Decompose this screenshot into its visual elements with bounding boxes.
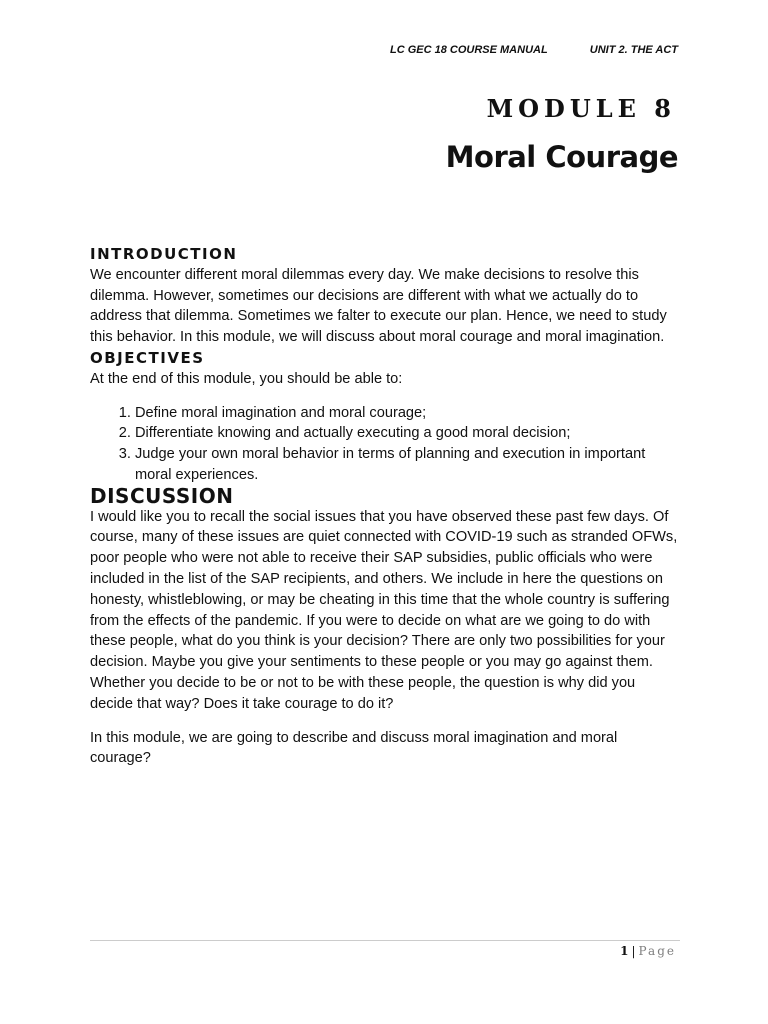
document-body xyxy=(90,244,680,769)
objectives-intro: At the end of this module, you should be able to: xyxy=(90,370,403,387)
page-footer xyxy=(620,944,676,958)
page-label: Page xyxy=(638,944,676,958)
objectives-heading: OBJECTIVES xyxy=(90,348,205,367)
objectives-list xyxy=(90,403,680,486)
running-header xyxy=(390,44,678,56)
page-number: 1 xyxy=(620,944,629,958)
list-item: 2. Differentiate knowing and actually executing a good moral decision; xyxy=(135,423,680,444)
list-item: 1. Define moral imagination and moral courage; xyxy=(135,403,680,424)
course-title: LC GEC 18 COURSE MANUAL xyxy=(390,44,548,56)
unit-title: UNIT 2. THE ACT xyxy=(589,44,678,56)
list-item: 3. Judge your own moral behavior in terms of planning and execution in important moral experiences. xyxy=(135,444,680,486)
footer-separator: | xyxy=(631,944,636,958)
discussion-paragraph-1: I would like you to recall the social issues that you have observed these past few days. Of course, many of these issues are quiet connected with COVID-19 such as stranded OFWs, poor people who were not able to receive their SAP subsidies, public officials who were included in the list of the SAP recipients, and others. We include in here the questions on honesty, whistleblowing, or may be cheating in this time that the whole country is suffering from the effects of the pandemic. If you were to decide on what are we going to do with these people, what do you think is your decision? There are only two possibilities for your decision. Maybe you give your sentiments to these people or you may go against them. Whether you decide to be or not to be with these people, the question is why did you decide that way? Does it take courage to do it? xyxy=(90,508,678,712)
footer-divider xyxy=(90,940,680,941)
module-number: MODULE 8 xyxy=(486,94,676,123)
introduction-heading: INTRODUCTION xyxy=(90,245,238,263)
page-title: Moral Courage xyxy=(445,140,678,174)
introduction-text: We encounter different moral dilemmas every day. We make decisions to resolve this dilemma. However, sometimes our decisions are different with what we actually do to address that dilemma. Sometimes we falter to execute our plan. Hence, we need to study this behavior. In this module, we will discuss about moral courage and moral imagination. xyxy=(90,266,667,346)
discussion-paragraph-2: In this module, we are going to describe and discuss moral imagination and moral courage? xyxy=(90,729,618,767)
discussion-heading: DISCUSSION xyxy=(90,483,234,508)
